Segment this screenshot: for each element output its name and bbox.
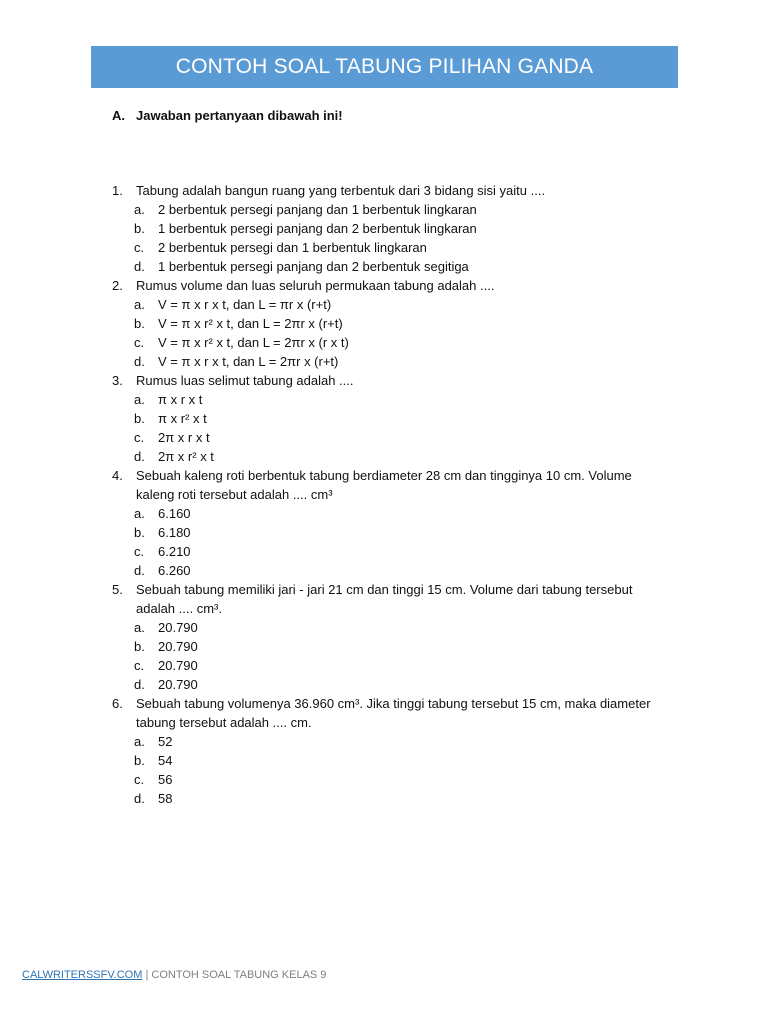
option-letter: d.	[134, 354, 145, 369]
option-item	[134, 637, 672, 656]
option-text: 58	[158, 791, 173, 806]
question-2-options	[112, 295, 672, 371]
option-item	[134, 561, 672, 580]
page-title-banner	[91, 46, 678, 88]
option-text: 20.790	[158, 677, 198, 692]
option-item	[134, 675, 672, 694]
option-text: 2 berbentuk persegi dan 1 berbentuk lingkaran	[158, 240, 427, 255]
option-text: 6.210	[158, 544, 191, 559]
option-text: V = π x r² x t, dan L = 2πr x (r x t)	[158, 335, 349, 350]
question-3	[112, 371, 672, 390]
option-item	[134, 732, 672, 751]
option-letter: a.	[134, 392, 145, 407]
option-item	[134, 428, 672, 447]
option-text: 54	[158, 753, 173, 768]
question-6	[112, 694, 672, 732]
question-number: 4.	[112, 468, 123, 483]
option-text: π x r² x t	[158, 411, 207, 426]
question-2	[112, 276, 672, 295]
option-letter: a.	[134, 202, 145, 217]
option-item	[134, 789, 672, 808]
option-item	[134, 409, 672, 428]
option-letter: b.	[134, 525, 145, 540]
option-letter: b.	[134, 411, 145, 426]
option-letter: c.	[134, 772, 145, 787]
option-text: 52	[158, 734, 173, 749]
option-letter: c.	[134, 335, 145, 350]
option-text: 6.180	[158, 525, 191, 540]
option-item	[134, 542, 672, 561]
question-4-options	[112, 504, 672, 580]
option-letter: a.	[134, 297, 145, 312]
section-text: Jawaban pertanyaan dibawah ini!	[136, 108, 343, 123]
option-item	[134, 219, 672, 238]
option-text: V = π x r x t, dan L = 2πr x (r+t)	[158, 354, 339, 369]
option-item	[134, 314, 672, 333]
footer-separator: |	[145, 969, 149, 981]
option-letter: b.	[134, 639, 145, 654]
question-6-options	[112, 732, 672, 808]
question-number: 6.	[112, 696, 123, 711]
option-text: V = π x r² x t, dan L = 2πr x (r+t)	[158, 316, 343, 331]
option-item	[134, 504, 672, 523]
option-item	[134, 333, 672, 352]
question-1	[112, 181, 672, 200]
option-item	[134, 238, 672, 257]
option-item	[134, 656, 672, 675]
option-text: 2π x r² x t	[158, 449, 214, 464]
section-heading	[112, 108, 343, 123]
option-text: π x r x t	[158, 392, 203, 407]
option-letter: a.	[134, 734, 145, 749]
option-letter: d.	[134, 563, 145, 578]
option-letter: d.	[134, 449, 145, 464]
question-text: Sebuah tabung volumenya 36.960 cm³. Jika tinggi tabung tersebut 15 cm, maka diameter tabung tersebut adalah .... cm.	[136, 696, 651, 730]
option-item	[134, 295, 672, 314]
option-item	[134, 523, 672, 542]
option-item	[134, 770, 672, 789]
option-letter: d.	[134, 677, 145, 692]
option-text: 2 berbentuk persegi panjang dan 1 berbentuk lingkaran	[158, 202, 477, 217]
question-number: 1.	[112, 183, 123, 198]
option-letter: b.	[134, 221, 145, 236]
option-letter: b.	[134, 753, 145, 768]
page-title: CONTOH SOAL TABUNG PILIHAN GANDA	[175, 55, 594, 78]
footer-site-link[interactable]: CALWRITERSSFV.COM	[22, 969, 143, 981]
question-text: Rumus volume dan luas seluruh permukaan tabung adalah ....	[136, 278, 495, 293]
option-letter: d.	[134, 259, 145, 274]
option-text: V = π x r x t, dan L = πr x (r+t)	[158, 297, 332, 312]
option-text: 2π x r x t	[158, 430, 210, 445]
option-text: 20.790	[158, 658, 198, 673]
option-letter: a.	[134, 506, 145, 521]
question-3-options	[112, 390, 672, 466]
option-letter: b.	[134, 316, 145, 331]
option-letter: c.	[134, 544, 145, 559]
question-text: Sebuah kaleng roti berbentuk tabung berdiameter 28 cm dan tingginya 10 cm. Volume kaleng roti tersebut adalah .... cm³	[136, 468, 632, 502]
section-letter: A.	[112, 108, 125, 123]
question-1-options	[112, 200, 672, 276]
option-item	[134, 751, 672, 770]
question-4	[112, 466, 672, 504]
option-letter: c.	[134, 240, 145, 255]
option-text: 56	[158, 772, 173, 787]
question-5-options	[112, 618, 672, 694]
question-list	[112, 181, 672, 808]
question-text: Rumus luas selimut tabung adalah ....	[136, 373, 354, 388]
option-item	[134, 200, 672, 219]
option-item	[134, 257, 672, 276]
footer-caption: CONTOH SOAL TABUNG KELAS 9	[151, 969, 327, 981]
option-item	[134, 618, 672, 637]
question-number: 5.	[112, 582, 123, 597]
option-text: 20.790	[158, 620, 198, 635]
option-text: 6.160	[158, 506, 191, 521]
option-letter: d.	[134, 791, 145, 806]
option-letter: a.	[134, 620, 145, 635]
option-text: 20.790	[158, 639, 198, 654]
question-number: 3.	[112, 373, 123, 388]
option-letter: c.	[134, 430, 145, 445]
option-text: 1 berbentuk persegi panjang dan 2 berbentuk lingkaran	[158, 221, 477, 236]
question-text: Sebuah tabung memiliki jari - jari 21 cm dan tinggi 15 cm. Volume dari tabung tersebut adalah .... cm³.	[136, 582, 633, 616]
option-text: 1 berbentuk persegi panjang dan 2 berbentuk segitiga	[158, 259, 469, 274]
page-footer	[22, 969, 326, 981]
option-text: 6.260	[158, 563, 191, 578]
question-number: 2.	[112, 278, 123, 293]
option-item	[134, 447, 672, 466]
option-item	[134, 352, 672, 371]
question-5	[112, 580, 672, 618]
option-item	[134, 390, 672, 409]
option-letter: c.	[134, 658, 145, 673]
question-text: Tabung adalah bangun ruang yang terbentuk dari 3 bidang sisi yaitu ....	[136, 183, 546, 198]
